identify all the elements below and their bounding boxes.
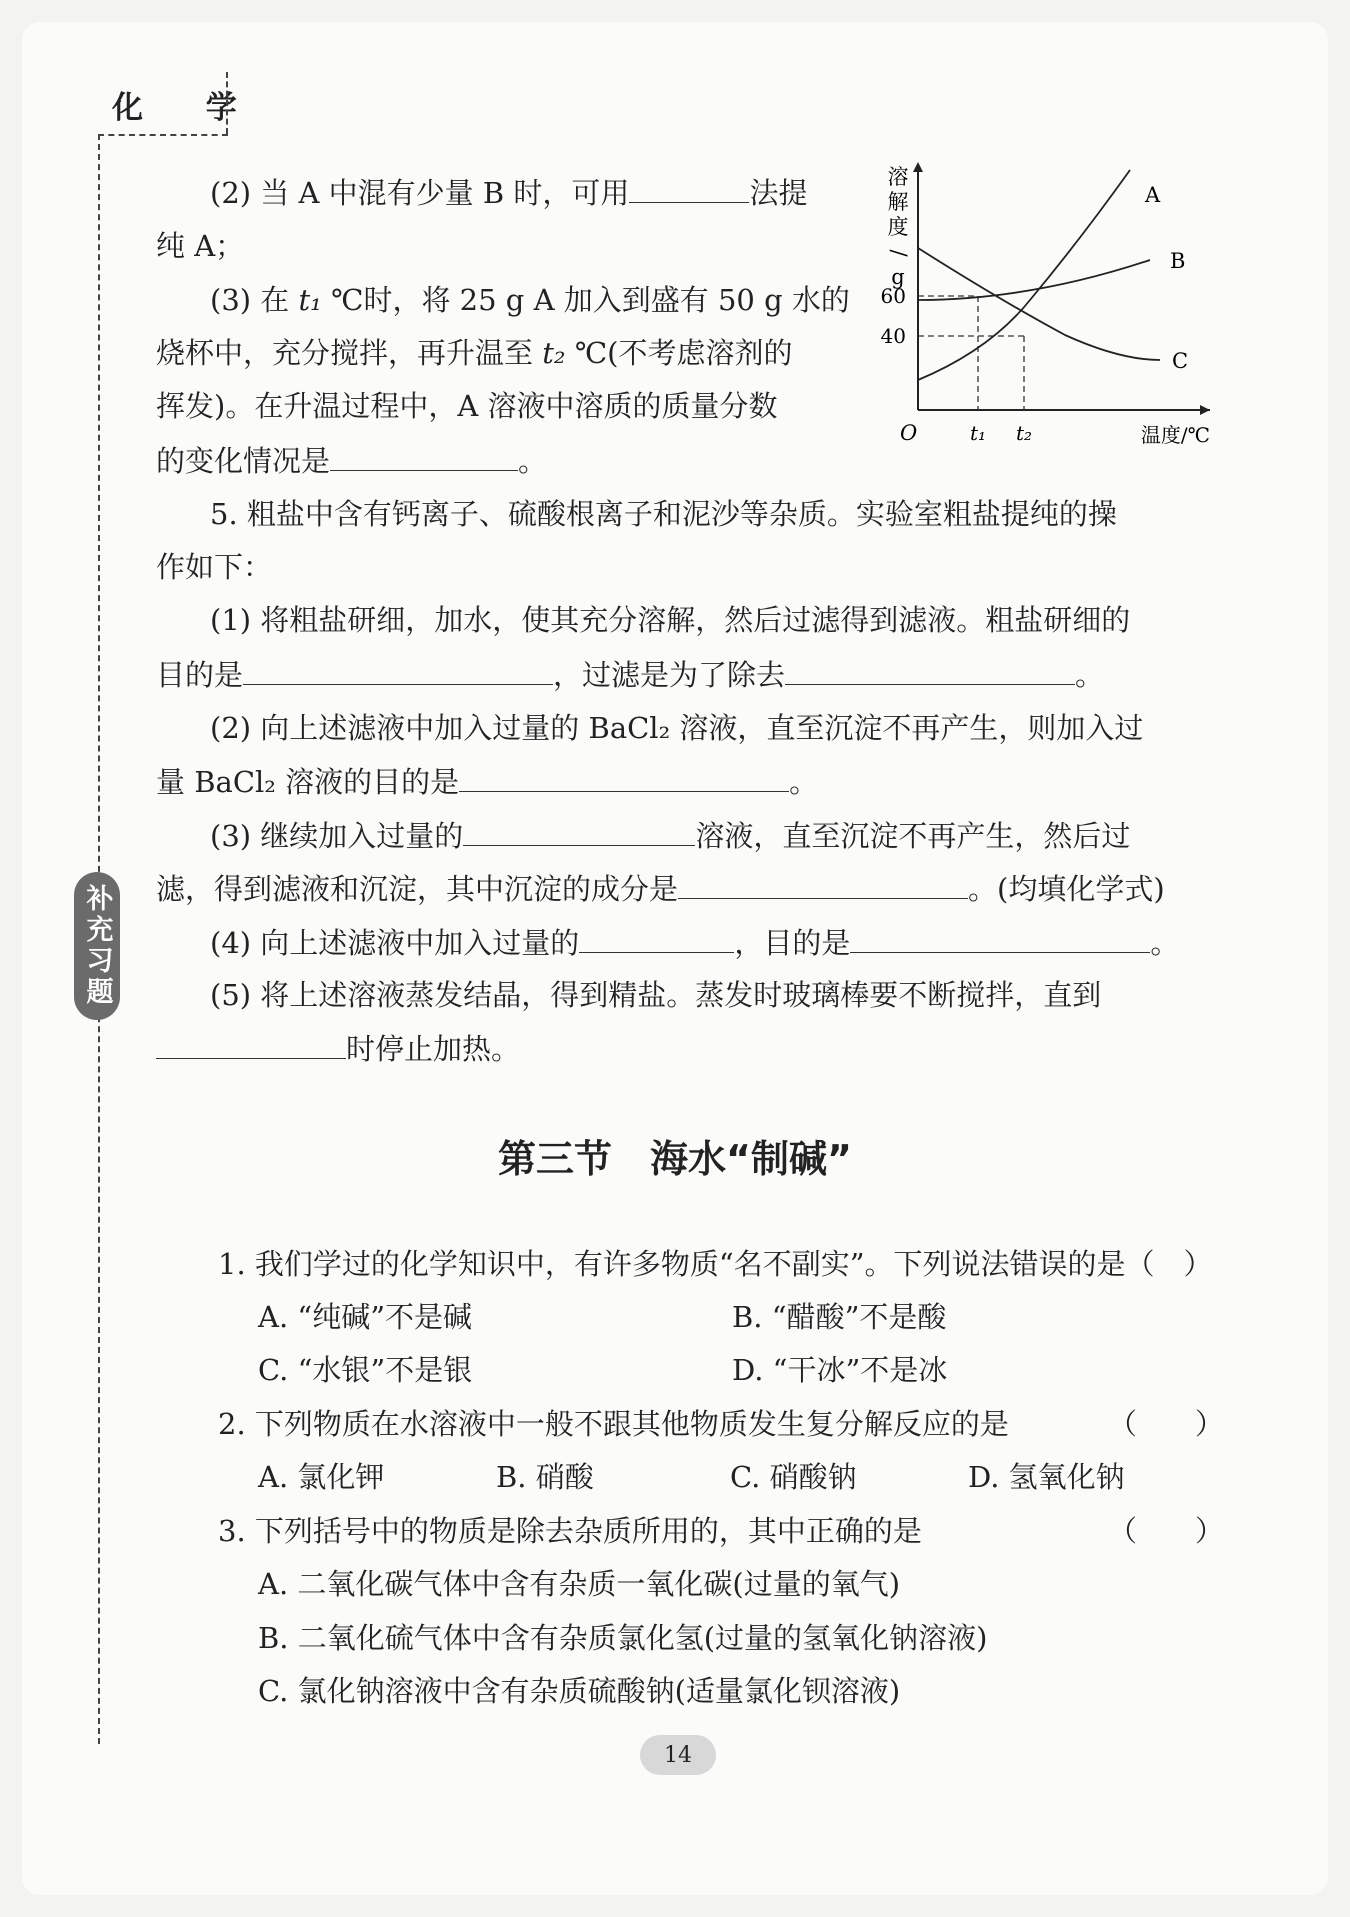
q5-intro-line1: 5. 粗盐中含有钙离子、硫酸根离子和泥沙等杂质。实验室粗盐提纯的操 [210, 497, 1117, 531]
x-tick-label: t₂ [1015, 421, 1033, 445]
side-tab [74, 872, 120, 1020]
answer-blank[interactable] [463, 815, 695, 846]
q5-5-line2: 时停止加热。 [156, 1028, 520, 1069]
curve-label-c: C [1172, 349, 1189, 373]
mc3-bracket[interactable]: （ ） [1108, 1514, 1225, 1548]
solubility-chart [880, 160, 1220, 450]
subject-header: 化 学 [112, 90, 263, 126]
mc2-stem: 2. 下列物质在水溶液中一般不跟其他物质发生复分解反应的是 [218, 1407, 1009, 1441]
q5-1-line2: 目的是 ，过滤是为了除去 。 [156, 654, 1104, 695]
y-axis-label-char: / [887, 249, 911, 257]
q5-intro-line2: 作如下： [156, 550, 273, 584]
q5-5-line1: (5) 将上述溶液蒸发结晶，得到精盐。蒸发时玻璃棒要不断搅拌，直到 [210, 978, 1102, 1012]
q5-1-line1: (1) 将粗盐研细，加水，使其充分溶解，然后过滤得到滤液。粗盐研细的 [210, 603, 1131, 637]
answer-blank[interactable] [785, 654, 1075, 685]
x-axis-label: 温度/℃ [1140, 423, 1210, 447]
q4-3-line3: 挥发)。在升温过程中，A 溶液中溶质的质量分数 [156, 389, 778, 423]
x-axis-arrow [1200, 405, 1210, 415]
q5-3-line1: (3) 继续加入过量的 溶液，直至沉淀不再产生，然后过 [210, 815, 1130, 856]
page-number: 14 [640, 1735, 716, 1775]
answer-blank[interactable] [330, 440, 518, 471]
q5-4-line: (4) 向上述滤液中加入过量的 ，目的是 。 [210, 922, 1179, 963]
mc1-option-d[interactable]: D. “干冰”不是冰 [732, 1353, 948, 1387]
answer-blank[interactable] [678, 868, 968, 899]
q4-3-line4: 的变化情况是 。 [156, 440, 547, 481]
curve-c [918, 248, 1160, 360]
mc1-option-a[interactable]: A. “纯碱”不是碱 [258, 1300, 473, 1334]
origin-label: O [900, 421, 918, 445]
mc2-option-a[interactable]: A. 氯化钾 [258, 1460, 385, 1494]
y-axis-label-char: 溶 [887, 165, 909, 189]
q5-2-line1: (2) 向上述滤液中加入过量的 BaCl₂ 溶液，直至沉淀不再产生，则加入过 [210, 711, 1144, 745]
curve-label-b: B [1170, 249, 1186, 273]
answer-blank[interactable] [629, 172, 749, 203]
y-axis-label-char: 解 [887, 190, 909, 214]
q4-3-line1: (3) 在 t₁ ℃时，将 25 g A 加入到盛有 50 g 水的 [210, 283, 850, 317]
x-tick-label: t₁ [969, 421, 987, 445]
mc3-stem: 3. 下列括号中的物质是除去杂质所用的，其中正确的是 [218, 1514, 922, 1548]
answer-blank[interactable] [579, 922, 734, 953]
y-tick-label: 40 [880, 324, 906, 348]
y-axis-arrow [913, 162, 923, 172]
mc1-option-b[interactable]: B. “醋酸”不是酸 [732, 1300, 947, 1334]
mc2-bracket[interactable]: （ ） [1108, 1407, 1225, 1441]
answer-blank[interactable] [243, 654, 553, 685]
answer-blank[interactable] [850, 922, 1150, 953]
q4-2-line2: 纯 A； [156, 229, 245, 263]
side-tab-label: 补充习题 [81, 884, 113, 1008]
section-title: 第三节 海水“制碱” [498, 1137, 852, 1181]
mc2-option-d[interactable]: D. 氢氧化钠 [968, 1460, 1125, 1494]
mc3-option-b[interactable]: B. 二氧化硫气体中含有杂质氯化氢(过量的氢氧化钠溶液) [258, 1621, 988, 1655]
mc3-option-a[interactable]: A. 二氧化碳气体中含有杂质一氧化碳(过量的氧气) [258, 1567, 901, 1601]
y-tick-label: 60 [880, 284, 906, 308]
q5-2-line2: 量 BaCl₂ 溶液的目的是 。 [156, 761, 818, 802]
header-divider [226, 72, 228, 134]
mc3-option-c[interactable]: C. 氯化钠溶液中含有杂质硫酸钠(适量氯化钡溶液) [258, 1674, 901, 1708]
y-axis-label-char: 度 [887, 215, 909, 239]
answer-blank[interactable] [459, 761, 789, 792]
q5-3-line2: 滤，得到滤液和沉淀，其中沉淀的成分是 。(均填化学式) [156, 868, 1165, 909]
y-axis-label-char: g [891, 265, 905, 289]
curve-label-a: A [1145, 183, 1161, 207]
mc2-option-b[interactable]: B. 硝酸 [496, 1460, 594, 1494]
q4-3-line2: 烧杯中，充分搅拌，再升温至 t₂ ℃(不考虑溶剂的 [156, 336, 793, 370]
header-underline [98, 134, 228, 136]
mc2-option-c[interactable]: C. 硝酸钠 [730, 1460, 857, 1494]
mc1-option-c[interactable]: C. “水银”不是银 [258, 1353, 473, 1387]
mc1-stem: 1. 我们学过的化学知识中，有许多物质“名不副实”。下列说法错误的是（ ） [218, 1247, 1213, 1281]
q4-2-line1: (2) 当 A 中混有少量 B 时，可用 法提 [210, 172, 807, 213]
answer-blank[interactable] [156, 1028, 346, 1059]
